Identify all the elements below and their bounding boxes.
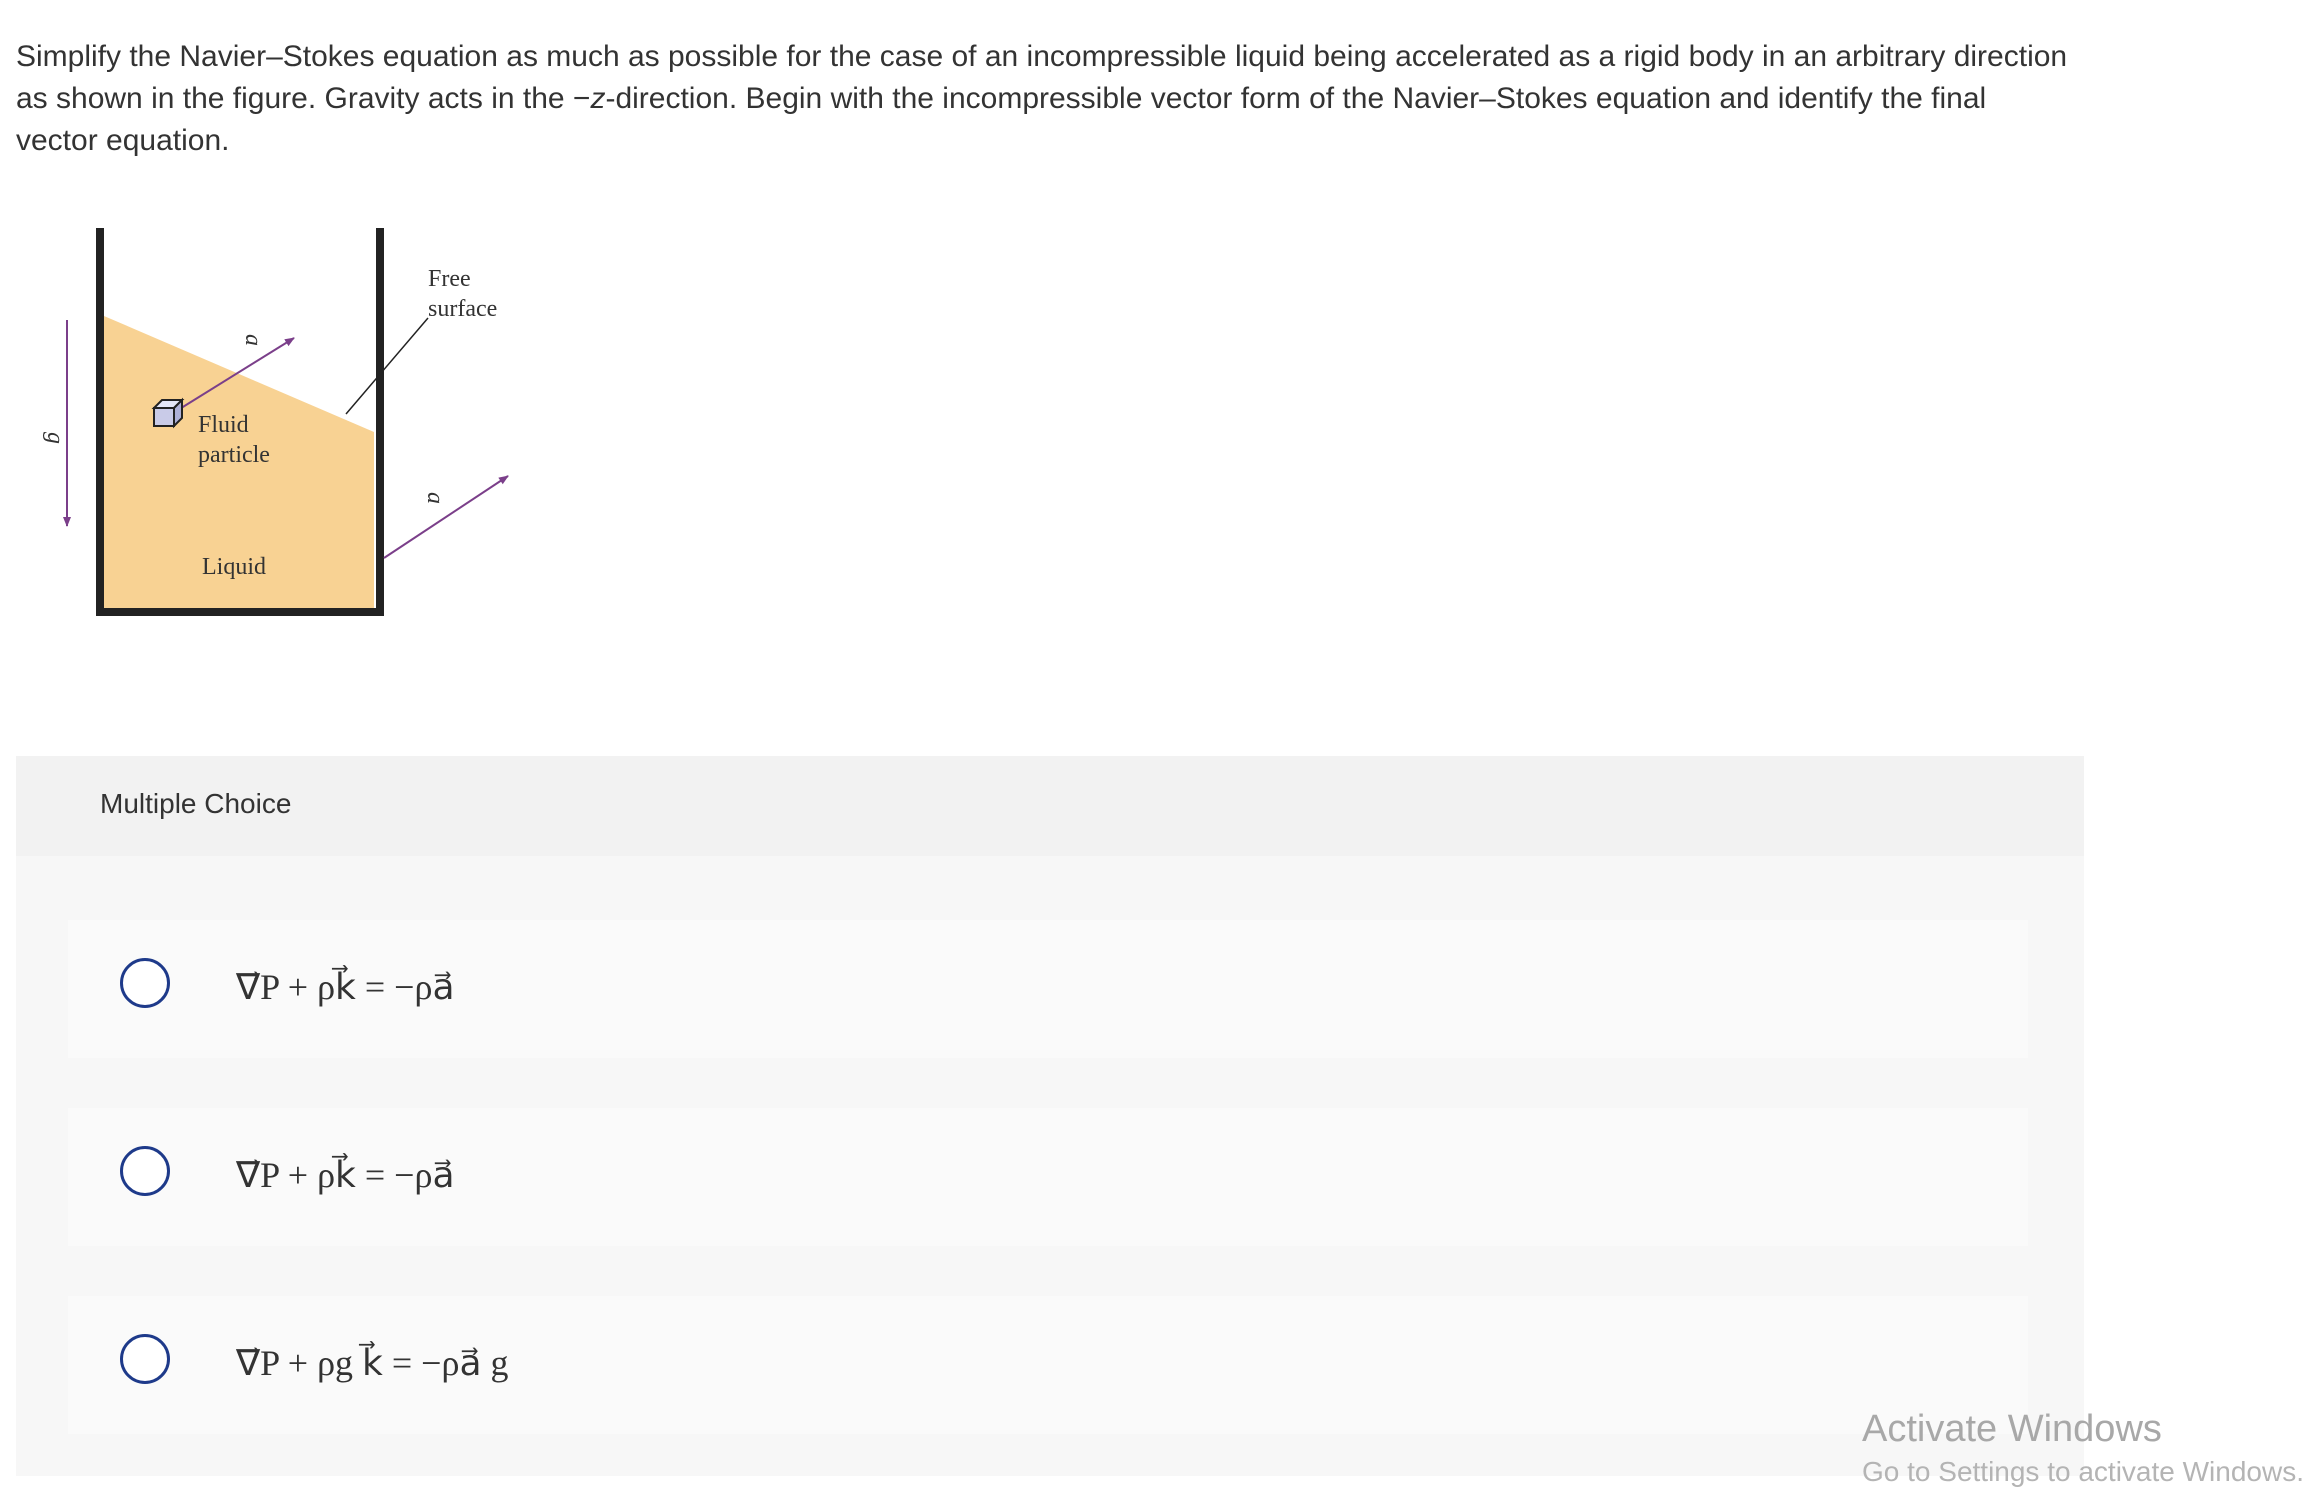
liquid-label: Liquid: [202, 554, 266, 580]
choice-radio-2[interactable]: [120, 1146, 170, 1196]
choice-option-3[interactable]: [68, 1296, 2028, 1434]
multiple-choice-panel: [16, 756, 2084, 1476]
choice-equation-3-text: ∇⃗P + ρg k⃗ = −ρa⃗ g: [236, 1343, 509, 1383]
free-surface-label-line1: Free: [428, 266, 471, 292]
activate-windows-watermark-sub: Go to Settings to activate Windows.: [1862, 1456, 2304, 1487]
activate-windows-watermark: Activate Windows: [1862, 1408, 2162, 1450]
choice-equation-2-text: ∇⃗P + ρk⃗ = −ρa⃗: [236, 1155, 455, 1195]
container-figure: [0, 200, 600, 640]
free-surface-label-line2: surface: [428, 296, 498, 322]
accel-label-inside: a⃗: [240, 334, 266, 365]
accel-label-outside: a⃗: [422, 492, 448, 523]
fluid-particle-cube: [154, 400, 182, 426]
fluid-particle-label-line2: particle: [198, 442, 270, 468]
free-surface-leader: [346, 318, 428, 414]
question-text-part1: Simplify the Navier–Stokes equation as much as possible for the case of an incompressible liquid being accelerated as a rigid body in an arbitrary direction as shown in the figure. Gravity acts in the −: [16, 40, 2068, 115]
multiple-choice-header: [16, 756, 2084, 856]
gravity-label: g⃗: [42, 432, 68, 463]
choice-radio-1[interactable]: [120, 958, 170, 1008]
multiple-choice-title: Multiple Choice: [100, 788, 292, 819]
fluid-particle-label-line1: Fluid: [198, 412, 249, 438]
choice-equation-2: [236, 1148, 455, 1204]
choice-equation-1: [236, 960, 455, 1016]
question-text-part2: -direction. Begin with the incompressible vector form of the Navier–Stokes equation and identify the final vector equation.: [16, 82, 1987, 157]
question-text: [16, 36, 2076, 162]
choice-equation-1-text: ∇⃗P + ρk⃗ = −ρa⃗: [236, 967, 455, 1007]
question-text-italic: z: [590, 82, 606, 115]
choice-option-2[interactable]: [68, 1108, 2028, 1246]
choice-radio-3[interactable]: [120, 1334, 170, 1384]
choice-equation-3: [236, 1336, 509, 1392]
choice-option-1[interactable]: [68, 920, 2028, 1058]
